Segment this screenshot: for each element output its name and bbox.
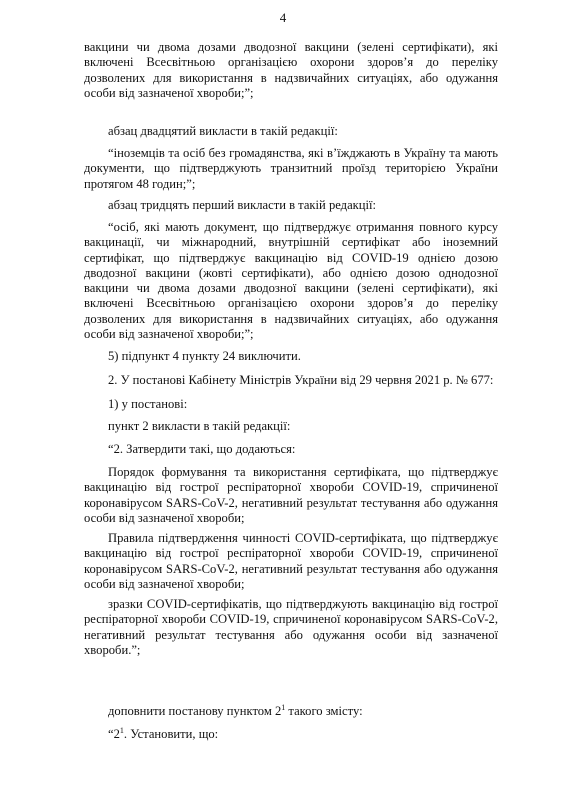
paragraph-persons-document: “осіб, які мають документ, що підтверджує отримання повного курсу вакцинації, чи міжнародний, внутрішній сертифікат або іноземний сертифікат, що підтверджує вакцинацію від COVID-19 однією дозою дводозної вакцини (жовті сертифікати), або однією дозою однодозної вакцини чи двома дозами дводозної вакцини (зелені сертифікати), які включені Всесвітньою організацією охорони здоров’я до переліку дозволених для використання в надзвичайних ситуаціях, або одужання особи від зазначеної хвороби;”; [84, 220, 498, 342]
paragraph-foreigners: “іноземців та осіб без громадянства, які в’їжджають в Україну та мають документи, що підтверджують транзитний проїзд територією України протягом 48 годин;”; [84, 146, 498, 191]
paragraph-in-resolution: 1) у постанові: [108, 397, 188, 411]
page-number: 4 [279, 10, 287, 25]
paragraph-resolution-677: 2. У постанові Кабінету Міністрів України від 29 червня 2021 р. № 677: [108, 373, 494, 387]
paragraph-vaccine-continuation: вакцини чи двома дозами дводозної вакцини (зелені сертифікати), які включені Всесвітньою організацією охорони здоров’я до переліку дозволених для використання в надзвичайних ситуаціях, або одужання особи від зазначеної хвороби;”; [84, 40, 498, 100]
paragraph-item-2-edit: пункт 2 викласти в такій редакції: [108, 419, 291, 433]
paragraph-abzac-31: абзац тридцять перший викласти в такій редакції: [108, 198, 377, 212]
establish-text-end: . Установити, що: [123, 727, 219, 741]
supplement-text-end: такого змісту: [285, 704, 363, 718]
paragraph-approve: “2. Затвердити такі, що додаються: [108, 442, 296, 456]
supplement-text-start: доповнити постанову пунктом 2 [108, 704, 282, 718]
paragraph-establish [84, 727, 498, 742]
paragraph-samples: зразки COVID-сертифікатів, що підтверджують вакцинацію від гострої респіраторної хвороби COVID-19, спричиненої коронавірусом SARS-CoV-2, негативний результат тестування або одужання особи від зазначеної хвороби.”; [84, 597, 498, 657]
paragraph-subitem-5: 5) підпункт 4 пункту 24 виключити. [108, 349, 301, 363]
establish-text-start: “2 [108, 727, 120, 741]
superscript: 1 [119, 725, 124, 735]
paragraph-rules: Правила підтвердження чинності COVID-сертифіката, що підтверджує вакцинацію від гострої респіраторної хвороби COVID-19, спричиненої коронавірусом SARS-CoV-2, негативний результат тестування або одужання особи від зазначеної хвороби; [84, 531, 498, 591]
superscript: 1 [281, 702, 286, 712]
paragraph-supplement [84, 704, 498, 719]
paragraph-procedure: Порядок формування та використання сертифіката, що підтверджує вакцинацію від гострої респіраторної хвороби COVID-19, спричиненої коронавірусом SARS-CoV-2, негативний результат тестування або одужання особи від зазначеної хвороби; [84, 465, 498, 525]
paragraph-abzac-20: абзац двадцятий викласти в такій редакції: [108, 124, 338, 138]
